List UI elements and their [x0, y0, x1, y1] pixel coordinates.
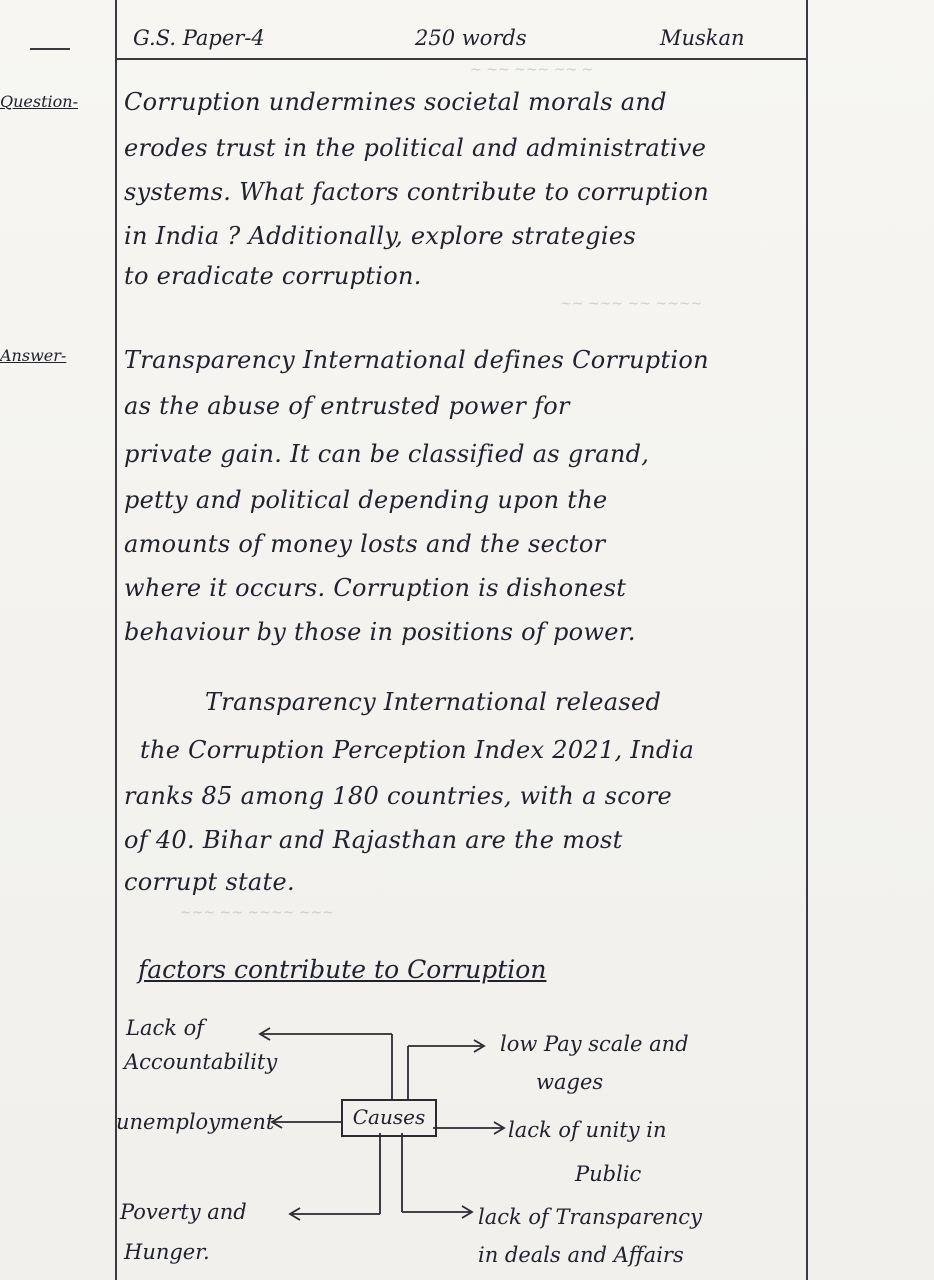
answer-line: where it occurs. Corruption is dishonest [124, 574, 627, 602]
causes-box: Causes [341, 1099, 437, 1137]
cause-item-left: Poverty and [120, 1200, 247, 1224]
cause-item-left: Accountability [124, 1050, 278, 1074]
cause-item-left: unemployment [116, 1110, 275, 1134]
question-label: Question- [0, 92, 78, 111]
answer-line: amounts of money losts and the sector [124, 530, 606, 558]
question-line: erodes trust in the political and administrative [124, 134, 707, 162]
cause-item-left: Hunger. [124, 1240, 210, 1264]
paper-name: G.S. Paper-4 [133, 26, 265, 50]
answer-line: as the abuse of entrusted power for [124, 392, 570, 420]
cause-item-right: wages [536, 1070, 604, 1094]
cause-item-right: in deals and Affairs [478, 1243, 684, 1267]
question-line: in India ? Additionally, explore strategies [124, 222, 637, 250]
word-limit: 250 words [415, 26, 527, 50]
answer-line: corrupt state. [124, 868, 295, 896]
answer-line: petty and political depending upon the [124, 486, 608, 514]
answer-line: private gain. It can be classified as grand, [124, 440, 650, 468]
cause-item-right: lack of unity in [508, 1118, 667, 1142]
answer-line: Transparency International released [205, 688, 662, 716]
answer-line: of 40. Bihar and Rajasthan are the most [124, 826, 623, 854]
question-line: Corruption undermines societal morals and [124, 88, 667, 116]
section-heading: factors contribute to Corruption [138, 955, 547, 984]
question-line: systems. What factors contribute to corruption [124, 178, 710, 206]
answer-line: ranks 85 among 180 countries, with a score [124, 782, 673, 810]
cause-item-right: Public [575, 1162, 642, 1186]
bleed-through-text: ~~~ ~~ ~~~~ ~~~ [180, 905, 335, 921]
answer-line: the Corruption Perception Index 2021, India [140, 736, 695, 764]
cause-item-right: low Pay scale and [500, 1032, 689, 1056]
answer-line: behaviour by those in positions of power. [124, 618, 636, 646]
question-line: to eradicate corruption. [124, 262, 422, 290]
cause-item-left: Lack of [126, 1016, 205, 1040]
author-name: Muskan [660, 26, 745, 50]
answer-line: Transparency International defines Corruption [124, 346, 709, 374]
cause-item-right: lack of Transparency [478, 1205, 702, 1229]
answer-label: Answer- [0, 346, 67, 365]
bleed-through-text: ~ ~~ ~~~ ~~ ~ [470, 62, 594, 78]
bleed-through-text: ~~ ~~~ ~~ ~~~~ [560, 296, 703, 312]
